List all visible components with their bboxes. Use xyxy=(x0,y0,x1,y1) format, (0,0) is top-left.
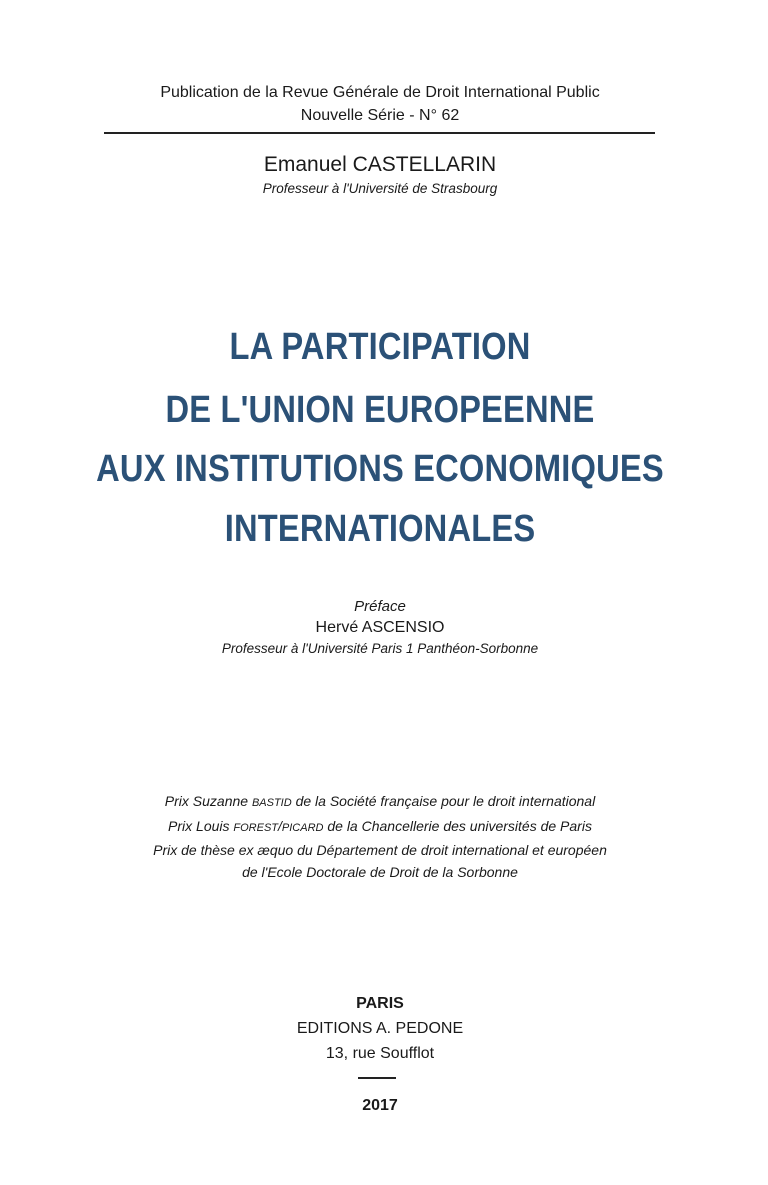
prize-1-suffix: de la Société française pour le droit international xyxy=(291,793,596,809)
header-divider xyxy=(104,132,655,134)
prize-2-surname-1: FOREST xyxy=(233,822,279,834)
imprint-publisher: EDITIONS A. PEDONE xyxy=(296,1020,464,1037)
preface-author-name: Hervé ASCENSIO xyxy=(315,619,445,636)
author-name: Emanuel CASTELLARIN xyxy=(263,153,497,176)
imprint-city: PARIS xyxy=(356,995,404,1012)
prize-1-prefix: Prix Suzanne xyxy=(164,793,252,809)
title-line-4: INTERNATIONALES xyxy=(224,508,536,550)
prize-1-surname: BASTID xyxy=(251,797,292,809)
author-affiliation: Professeur à l'Université de Strasbourg xyxy=(262,181,498,196)
prize-2-surname-2: PICARD xyxy=(281,822,324,834)
preface-author-affiliation: Professeur à l'Université Paris 1 Panthéon-Sorbonne xyxy=(221,641,539,656)
title-line-2: DE L'UNION EUROPEENNE xyxy=(165,389,595,431)
prize-line-4: de l'Ecole Doctorale de Droit de la Sorbonne xyxy=(242,864,518,880)
prize-2-separator: / xyxy=(278,818,282,834)
prize-2-suffix: de la Chancellerie des universités de Paris xyxy=(323,818,592,834)
imprint-divider xyxy=(358,1077,396,1079)
series-number: Nouvelle Série - N° 62 xyxy=(300,107,460,124)
preface-label: Préface xyxy=(354,598,406,615)
series-publication: Publication de la Revue Générale de Droit International Public xyxy=(160,84,600,101)
title-line-3: AUX INSTITUTIONS ECONOMIQUES xyxy=(96,448,664,490)
prize-line-3: Prix de thèse ex æquo du Département de droit international et européen xyxy=(153,842,607,858)
imprint-year: 2017 xyxy=(362,1097,398,1114)
prize-line-2 xyxy=(0,818,760,834)
prize-2-prefix: Prix Louis xyxy=(168,818,234,834)
title-line-1: LA PARTICIPATION xyxy=(229,326,531,368)
imprint-address: 13, rue Soufflot xyxy=(325,1045,435,1062)
prize-line-1 xyxy=(0,793,760,809)
